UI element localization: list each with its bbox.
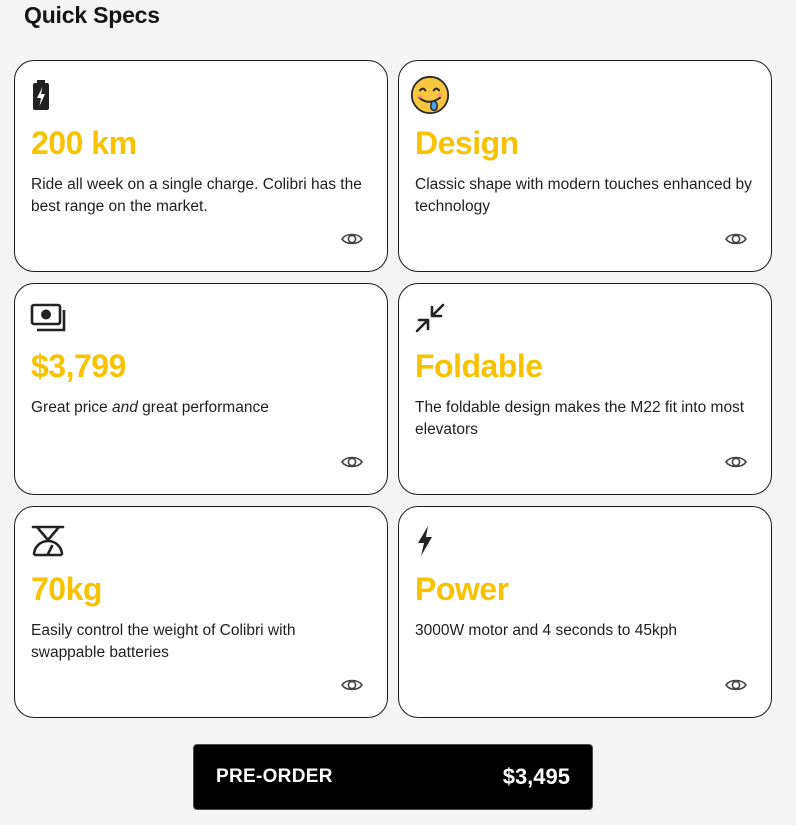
spec-description: The foldable design makes the M22 fit into most elevators — [415, 399, 745, 438]
pre-order-button[interactable] — [193, 744, 593, 810]
spec-title: 70kg — [31, 571, 102, 607]
spec-description: Classic shape with modern touches enhanced by technology — [415, 176, 752, 215]
face-savoring-food-emoji-icon — [414, 77, 450, 113]
compress-arrows-icon — [414, 300, 450, 336]
specs-grid — [14, 60, 772, 718]
spec-description: Easily control the weight of Colibri with swappable batteries — [31, 622, 296, 661]
spec-description: Great price and great performance — [31, 399, 269, 416]
money-bill-icon — [30, 300, 66, 336]
spec-card-design[interactable] — [398, 60, 772, 272]
spec-card-power[interactable] — [398, 506, 772, 718]
spec-title: Foldable — [415, 348, 543, 384]
eye-icon[interactable] — [341, 677, 363, 693]
eye-icon[interactable] — [341, 454, 363, 470]
eye-icon[interactable] — [725, 231, 747, 247]
weight-scale-icon — [30, 523, 66, 559]
spec-card-range[interactable] — [14, 60, 388, 272]
spec-card-weight[interactable] — [14, 506, 388, 718]
spec-card-foldable[interactable] — [398, 283, 772, 495]
pre-order-price: $3,495 — [502, 764, 570, 789]
eye-icon[interactable] — [341, 231, 363, 247]
eye-icon[interactable] — [725, 454, 747, 470]
pre-order-label: PRE-ORDER — [216, 766, 333, 787]
spec-title: $3,799 — [31, 348, 126, 384]
spec-description: Ride all week on a single charge. Colibri has the best range on the market. — [31, 176, 362, 215]
spec-card-price[interactable] — [14, 283, 388, 495]
spec-description: 3000W motor and 4 seconds to 45kph — [415, 622, 677, 639]
page-title: Quick Specs — [24, 2, 160, 28]
spec-title: Power — [415, 571, 509, 607]
spec-title: 200 km — [31, 125, 137, 161]
battery-charging-icon — [30, 77, 66, 113]
eye-icon[interactable] — [725, 677, 747, 693]
spec-title: Design — [415, 125, 519, 161]
lightning-bolt-icon — [414, 523, 450, 559]
